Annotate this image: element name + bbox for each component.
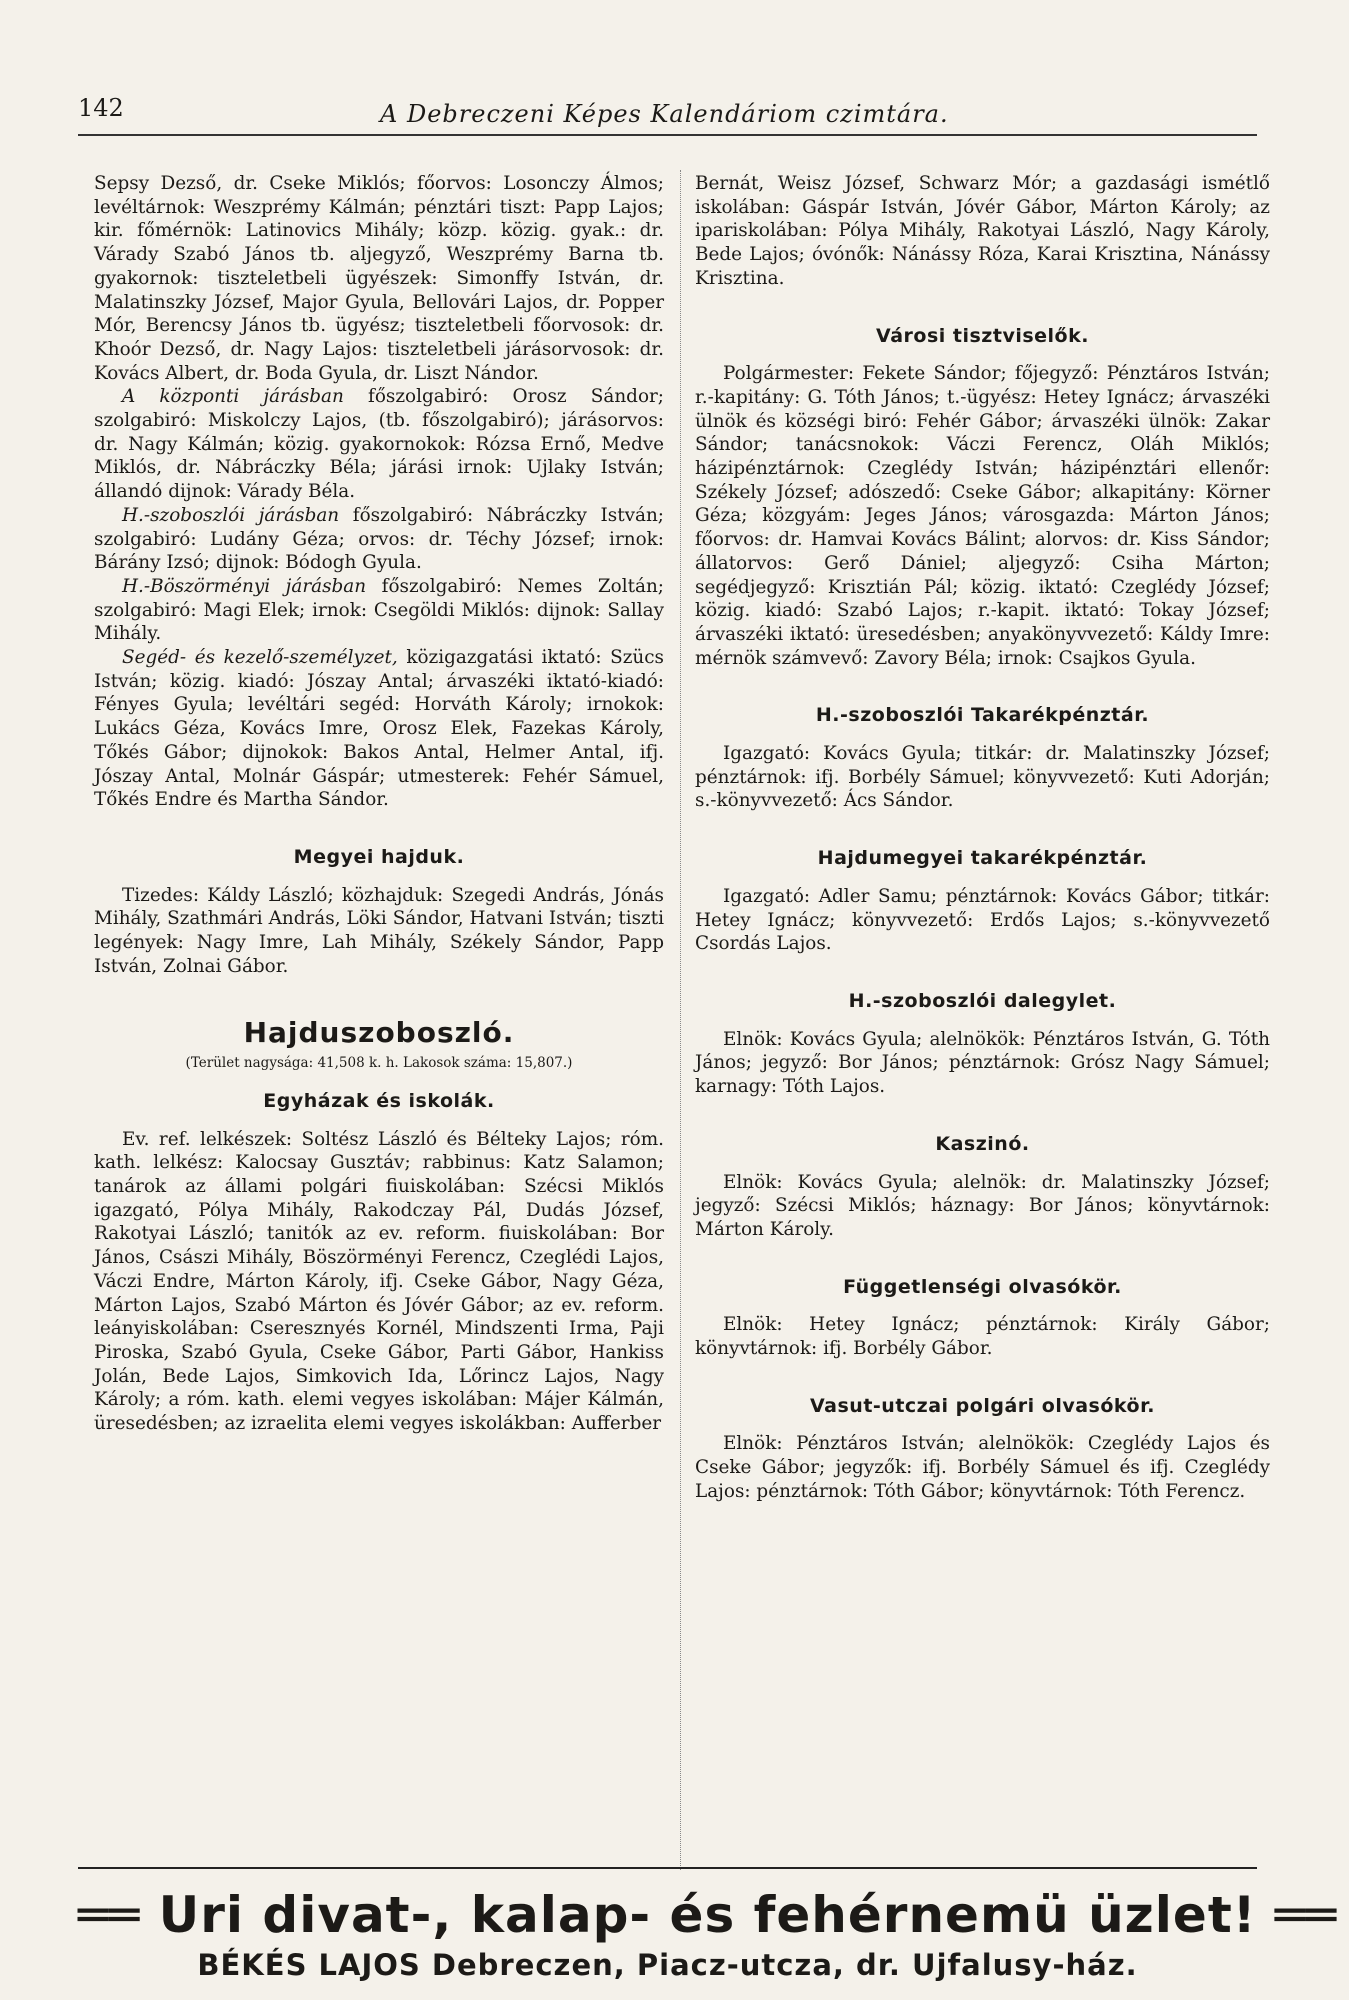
town-stats: (Terület nagysága: 41,508 k. h. Lakosok száma: 15,807.) bbox=[185, 1055, 573, 1072]
paragraph: Polgármester: Fekete Sándor; főjegyző: Pénztáros István; r.-kapitány: G. Tóth János; t.-ügyész: Hetey Ignácz; árvaszéki ülnök és községi biró: Fehér Gábor; árvaszéki ülnök: Zakar Sándor; tanácsnokok: Váczi Ferencz, Oláh Miklós; házipénztárnok: Czeglédy István; házipénztári ellenőr: Székely József; adószedő: Cseke Gábor; alkapitány: Körner Géza; közgyám: Jeges János; városgazda: Márton János; főorvos: dr. Hamvai Kovács Bálint; alorvos: dr. Kiss Sándor; állatorvos: Gerő Dániel; aljegyző: Csiha Márton; segédjegyző: Krisztián Pál; közig. iktató: Czeglédy József; közig. kiadó: Szabó Lajos; r.-kapit. iktató: Tokay József; árvaszéki iktató: üresedésben; anyakönyvvezető: Káldy Imre: mérnök számvevő: Zavory Béla; irnok: Csajkos Gyula. bbox=[695, 363, 1270, 669]
paragraph: Ev. ref. lelkészek: Soltész László és Bélteky Lajos; róm. kath. lelkész: Kalocsay Gusztáv; rabbinus: Katz Salamon; tanárok az állami polgári fiuiskolában: Szécsi Miklós igazgató, Pólya Mihály, Rakodczay Pál, Dudás József, Rakotyai László; tanitók az ev. reform. fiuiskolában: Bor János, Császi Mihály, Böszörményi Ferencz, Czeglédi Lajos, Váczi Endre, Márton Károly, ifj. Cseke Gábor, Nagy Géza, Márton Lajos, Szabó Márton és Jóvér Gábor; az ev. reform. leányiskolában: Cseresznyés Kornél, Mindszenti Irma, Paji Piroska, Szabó Gyula, Cseke Gábor, Parti Gábor, Hankiss Jolán, Bede Lajos, Simkovich Ida, Lőrincz Lajos, Nagy Károly; a róm. kath. elemi vegyes iskolában: Májer Kálmán, üresedésben; az izraelita elemi vegyes iskolákban: Aufferber bbox=[94, 1128, 664, 1435]
paragraph: Elnök: Pénztáros István; alelnökök: Czeglédy Lajos és Cseke Gábor; jegyzők: ifj. Borbély Sámuel és ifj. Czeglédy Lajos: pénztárnok: Tóth Gábor; könyvtárnok: Tóth Ferencz. bbox=[695, 1433, 1270, 1502]
paragraph: Elnök: Hetey Ignácz; pénztárnok: Király Gábor; könyvtárnok: ifj. Borbély Gábor. bbox=[695, 1314, 1270, 1360]
paragraph: Elnök: Kovács Gyula; alelnök: dr. Malatinszky József; jegyző: Szécsi Miklós; háznagy: Bor János; könyvtárnok: Márton Károly. bbox=[695, 1171, 1270, 1240]
section-heading: Kaszinó. bbox=[935, 1132, 1030, 1155]
staff-label: Segéd- és kezelő-személyzet, bbox=[122, 647, 398, 669]
advertisement-address: BÉKÉS LAJOS Debreczen, Piacz-utcza, dr. Ujfalusy-ház. bbox=[197, 1948, 1138, 1982]
section-heading: Vasut-utczai polgári olvasókör. bbox=[810, 1394, 1155, 1417]
paragraph: Igazgató: Kovács Gyula; titkár: dr. Malatinszky József; pénztárnok: ifj. Borbély Sámuel; könyvvezető: Kuti Adorján; s.-könyvvezető: Ács Sándor. bbox=[695, 743, 1270, 812]
section-heading: Városi tisztviselők. bbox=[876, 324, 1089, 347]
section-heading: Megyei hajduk. bbox=[293, 845, 465, 868]
paragraph bbox=[94, 504, 664, 575]
paragraph-text: főszolgabiró: Nemes Zoltán; szolgabiró: Magi Elek; irnok: Csegöldi Miklós: dijnok: Sallay Mihály. bbox=[94, 575, 665, 645]
paragraph: Tizedes: Káldy László; közhajduk: Szegedi András, Jónás Mihály, Szathmári András, Löki Sándor, Hatvani István; tiszti legények: Nagy Imre, Lah Mihály, Székely Sándor, Papp István, Zolnai Gábor. bbox=[94, 884, 664, 977]
paragraph bbox=[94, 385, 664, 504]
advertisement-headline: ══ Uri divat-, kalap- és fehérnemü üzlet! ══ bbox=[78, 1886, 1338, 1944]
advertisement-rule bbox=[78, 1867, 1257, 1869]
town-title: Hajduszoboszló. bbox=[243, 1015, 515, 1049]
column-divider bbox=[680, 170, 681, 1870]
paragraph: Sepsy Dezső, dr. Cseke Miklós; főorvos: Losonczy Álmos; levéltárnok: Weszprémy Kálmán; pénztári tiszt: Papp Lajos; kir. főmérnök: Latinovics Mihály; közp. közig. gyak.: dr. Várady Szabó János tb. aljegyző, Weszprémy Barna tb. gyakornok: tiszteletbeli ügyészek: Simonffy István, dr. Malatinszky József, Major Gyula, Bellovári Lajos, dr. Popper Mór, Berencsy János tb. ügyész; tiszteletbeli főorvosok: dr. Khoór Dezső, dr. Nagy Lajos: tiszteletbeli járásorvosok: dr. Kovács Albert, dr. Boda Gyula, dr. Liszt Nándor. bbox=[94, 173, 664, 384]
section-heading: H.-szoboszlói Takarékpénztár. bbox=[815, 704, 1150, 727]
paragraph: Bernát, Weisz József, Schwarz Mór; a gazdasági ismétlő iskolában: Gáspár István, Jóvér Gábor, Márton Károly; az ipariskolában: Pólya Mihály, Rakotyai László, Nagy Károly, Bede Lajos; óvónők: Nánássy Róza, Karai Krisztina, Nánássy Krisztina. bbox=[695, 173, 1270, 289]
running-title: A Debreczeni Képes Kalendáriom czimtára. bbox=[380, 100, 949, 128]
paragraph bbox=[94, 575, 664, 646]
district-name: A központi járásban bbox=[122, 386, 344, 408]
district-name: H.-szoboszlói járásban bbox=[122, 504, 340, 526]
section-heading: Függetlenségi olvasókör. bbox=[843, 1275, 1122, 1298]
paragraph-text: közigazgatási iktató: Szücs István; közig. kiadó: Jószay Antal; árvaszéki iktató-kiadó: Fényes Gyula; levéltári segéd: Horváth Károly; irnokok: Lukács Géza, Kovács Imre, Orosz Elek, Fazekas Károly, Tőkés Gábor; dijnokok: Bakos Antal, Helmer Antal, ifj. Jószay Antal, Molnár Gáspár; utmesterek: Fehér Sámuel, Tőkés Endre és Martha Sándor. bbox=[94, 647, 664, 811]
paragraph: Elnök: Kovács Gyula; alelnökök: Pénztáros István, G. Tóth János; jegyző: Bor János; pénztárnok: Grósz Nagy Sámuel; karnagy: Tóth Lajos. bbox=[695, 1028, 1270, 1098]
header-rule bbox=[78, 134, 1257, 136]
district-name: H.-Böszörményi járásban bbox=[122, 575, 367, 597]
section-heading: H.-szoboszlói dalegylet. bbox=[848, 989, 1117, 1012]
section-heading: Hajdumegyei takarékpénztár. bbox=[817, 847, 1148, 870]
right-column bbox=[695, 172, 1270, 1504]
paragraph bbox=[94, 646, 664, 812]
paragraph-text: főszolgabiró: Orosz Sándor; szolgabiró: Miskolczy Lajos, (tb. főszolgabiró); járásorvos: dr. Nagy Kálmán; közig. gyakornokok: Rózsa Ernő, Medve Miklós, dr. Nábráczky Béla; járási irnok: Ujlaky István; állandó dijnok: Várady Béla. bbox=[94, 386, 665, 503]
paragraph-text: főszolgabiró: Nábráczky István; szolgabiró: Ludány Géza; orvos: dr. Téchy József; irnok: Bárány Izsó; dijnok: Bódogh Gyula. bbox=[94, 504, 664, 574]
section-heading: Egyházak és iskolák. bbox=[263, 1089, 495, 1112]
paragraph: Igazgató: Adler Samu; pénztárnok: Kovács Gábor; titkár: Hetey Ignácz; könyvvezető: Erdős Lajos; s.-könyvvezető Csordás Lajos. bbox=[695, 885, 1270, 955]
page-number: 142 bbox=[78, 94, 124, 122]
left-column bbox=[94, 172, 664, 1436]
